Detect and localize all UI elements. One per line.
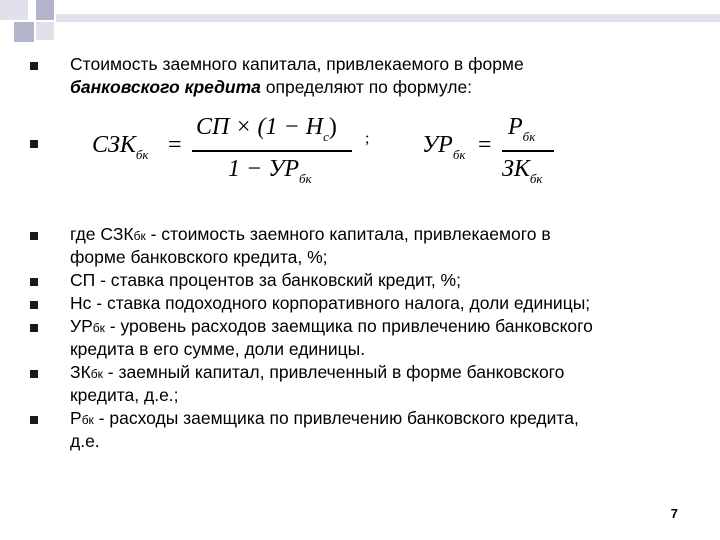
def-line: Рбк - расходы заемщика по привлечению банковского кредита, xyxy=(70,408,579,428)
def-line: где СЗКбк - стоимость заемного капитала, привлекаемого в xyxy=(70,224,551,244)
def-line: форме банковского кредита, %; xyxy=(70,247,328,267)
intro-rest: определяют по формуле: xyxy=(260,77,473,97)
formula-cost-denominator: $1 - УР_{бк}$ xyxy=(228,156,312,186)
bullet xyxy=(30,62,38,70)
intro-bold-term: банковского кредита xyxy=(70,77,261,97)
page-number: 7 xyxy=(670,506,678,521)
formula-expense-numerator: $Р_{бк}$ xyxy=(508,114,536,144)
bullet xyxy=(30,370,38,378)
formula-cost-lhs: $СЗК_{бк}$ xyxy=(92,132,149,162)
def-line: кредита в его сумме, доли единицы. xyxy=(70,339,366,359)
bullet xyxy=(30,232,38,240)
deco-square xyxy=(36,22,54,40)
def-line: д.е. xyxy=(70,431,100,451)
formula-cost-numerator: СП × $(1 - Н_с)$ xyxy=(196,114,337,144)
def-line: Нс - ставка подоходного корпоративного налога, доли единицы; xyxy=(70,293,591,313)
formula-expense-lhs: $УР_{бк}$ xyxy=(422,132,466,162)
formula-expense-equals: = xyxy=(478,132,492,158)
bullet xyxy=(30,301,38,309)
header-decoration xyxy=(0,0,720,48)
bullet xyxy=(30,140,38,148)
bullet xyxy=(30,324,38,332)
intro-line-2 xyxy=(70,76,472,99)
def-line: СП - ставка процентов за банковский кредит, %; xyxy=(70,270,461,290)
deco-square xyxy=(36,0,54,20)
intro-line-1: Стоимость заемного капитала, привлекаемого в форме xyxy=(70,54,524,74)
def-line: УРбк - уровень расходов заемщика по привлечению банковского xyxy=(70,316,593,336)
deco-square xyxy=(14,22,34,42)
def-line: ЗКбк - заемный капитал, привлеченный в форме банковского xyxy=(70,362,565,382)
formula-separator: ; xyxy=(365,130,370,147)
def-line: кредита, д.е.; xyxy=(70,385,179,405)
deco-bar xyxy=(56,14,720,22)
formula-cost-equals: = xyxy=(168,132,182,158)
bullet xyxy=(30,416,38,424)
bullet xyxy=(30,278,38,286)
deco-square xyxy=(0,0,28,20)
formula-expense-denominator: $ЗК_{бк}$ xyxy=(502,156,543,186)
